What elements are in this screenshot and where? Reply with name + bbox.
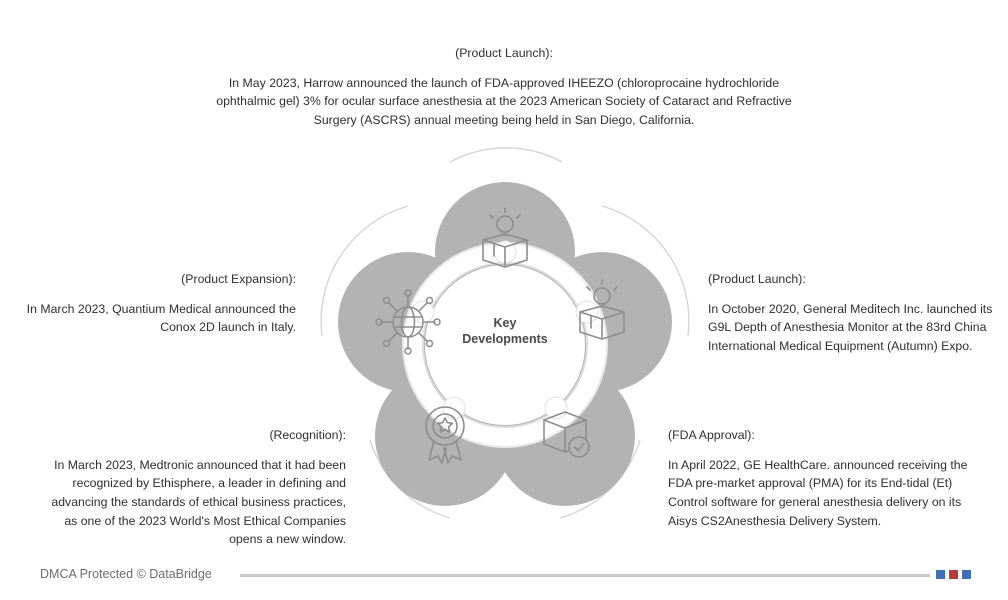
center-label-line2: Developments: [462, 331, 548, 346]
petal-diagram: [300, 140, 710, 540]
center-label-line1: Key: [493, 316, 517, 330]
footer-copyright: DMCA Protected © DataBridge: [40, 567, 212, 581]
callout-bottom-left-tag: (Recognition):: [269, 428, 346, 442]
callout-top-body: In May 2023, Harrow announced the launch of FDA-approved IHEEZO (chloroprocaine hydrochloride ophthalmic gel) 3% for ocular surface anesthesia at the 2023 American Society of Cataract and Refractive Surgery (ASCRS) annual meeting being held in San Diego, California.: [216, 75, 792, 128]
callout-left-body: In March 2023, Quantium Medical announced the Conox 2D launch in Italy.: [26, 301, 296, 335]
footer-square-2: [949, 570, 958, 579]
callout-bottom-right: [668, 426, 968, 530]
callout-left-tag: (Product Expansion):: [181, 272, 296, 286]
center-label: [440, 316, 570, 347]
callout-left: [18, 270, 296, 337]
callout-top: [204, 44, 804, 130]
footer-square-3: [962, 570, 971, 579]
callout-bottom-right-tag: (FDA Approval):: [668, 428, 755, 442]
callout-bottom-right-body: In April 2022, GE HealthCare. announced receiving the FDA pre-market approval (PMA) for its End-tidal (Et) Control software for general anesthesia delivery on its Aisys CS2Anesthesia Delivery System.: [668, 457, 968, 528]
footer: [0, 558, 1008, 600]
callout-right-body: In October 2020, General Meditech Inc. launched its G9L Depth of Anesthesia Monitor at the 83rd China International Medical Equipment (Autumn) Expo.: [708, 301, 993, 354]
callout-right: [708, 270, 1000, 356]
footer-divider: [240, 574, 930, 577]
callout-right-tag: (Product Launch):: [708, 272, 806, 286]
callout-top-tag: (Product Launch):: [455, 46, 553, 60]
callout-bottom-left-body: In March 2023, Medtronic announced that it had been recognized by Ethisphere, a leader in defining and advancing the standards of ethical business practices, as one of the 2023 World's Most Ethical Companies opens a new window.: [51, 457, 346, 547]
footer-square-1: [936, 570, 945, 579]
